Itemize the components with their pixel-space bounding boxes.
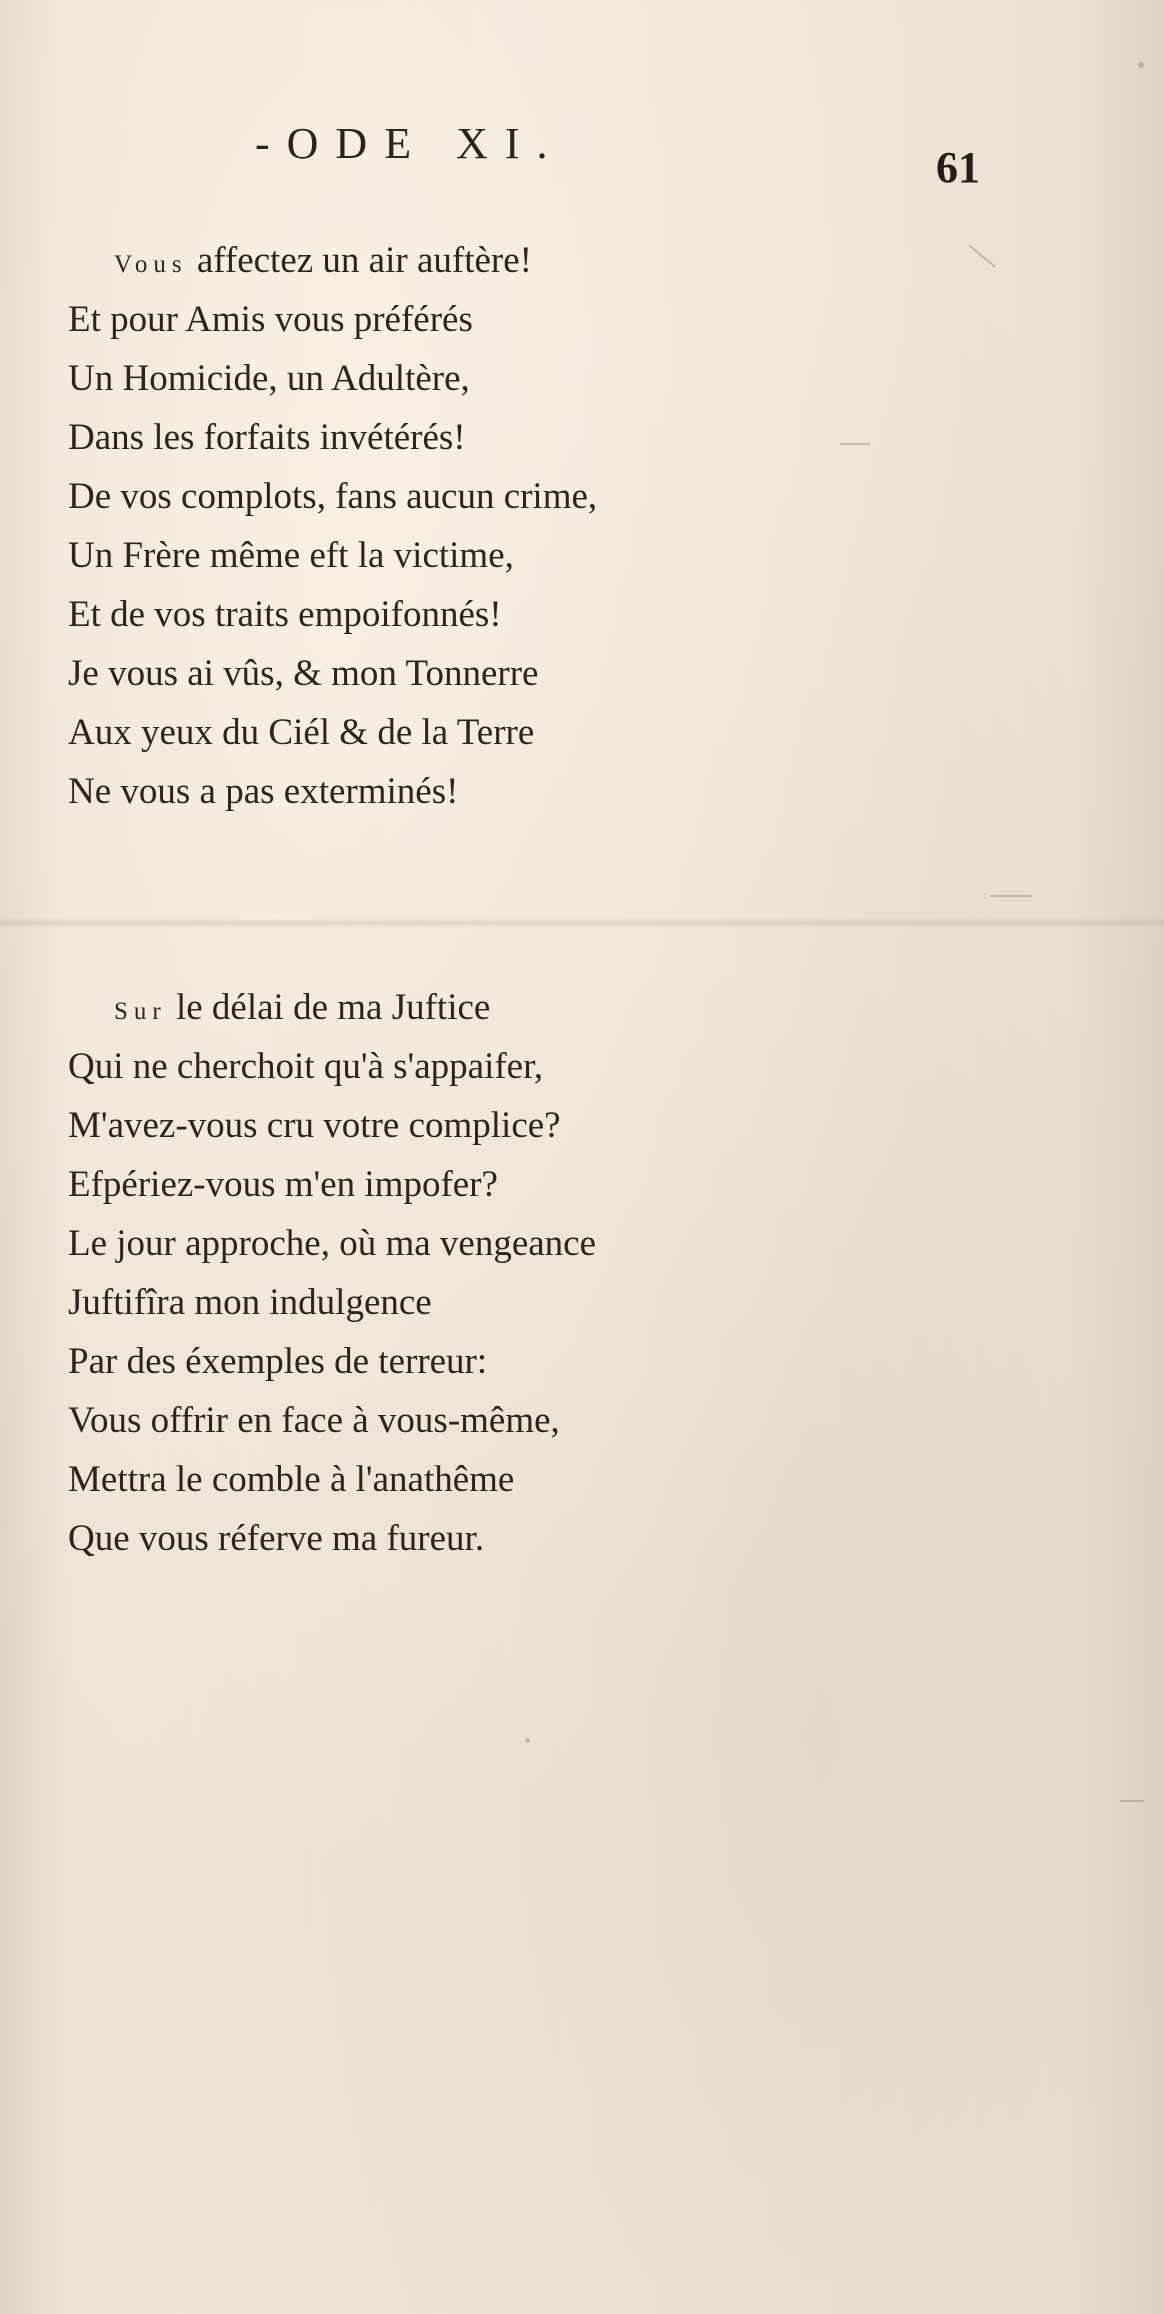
verse-line-text: affectez un air auftère! — [187, 240, 532, 281]
page-number: 61 — [936, 143, 980, 192]
verse-line: M'avez-vous cru votre complice? — [68, 1105, 561, 1146]
verse-line: Je vous ai vûs, & mon Tonnerre — [68, 653, 539, 694]
paper-speck — [840, 443, 870, 445]
paper-speck — [525, 1738, 530, 1743]
verse-line — [68, 978, 828, 1037]
opening-word: Sur — [114, 998, 167, 1025]
verse-line: Ne vous a pas exterminés! — [68, 771, 459, 812]
verse-line: Un Homicide, un Adultère, — [68, 358, 470, 399]
verse-line: Vous offrir en face à vous-même, — [68, 1400, 560, 1441]
verse-line: Et de vos traits empoifonnés! — [68, 594, 502, 635]
paper-speck — [968, 244, 995, 267]
paper-fold-line — [0, 918, 1164, 928]
stanza-2 — [68, 978, 828, 1568]
verse-line: Le jour approche, où ma vengeance — [68, 1223, 597, 1264]
verse-line: Et pour Amis vous préférés — [68, 299, 473, 340]
verse-line: Qui ne cherchoit qu'à s'appaifer, — [68, 1046, 544, 1087]
verse-line: Aux yeux du Ciél & de la Terre — [68, 712, 535, 753]
verse-line: Efpériez-vous m'en impofer? — [68, 1164, 498, 1205]
verse-line: Que vous réferve ma fureur. — [68, 1518, 485, 1559]
verse-line: Juftifîra mon indulgence — [68, 1282, 432, 1323]
verse-line-text: le délai de ma Juftice — [166, 987, 491, 1028]
verse-line — [68, 231, 828, 290]
paper-speck — [1120, 1800, 1144, 1802]
paper-speck — [990, 895, 1032, 897]
verse-line: Mettra le comble à l'anathême — [68, 1459, 515, 1500]
paper-speck — [1138, 62, 1144, 68]
verse-line: Dans les forfaits invétérés! — [68, 417, 466, 458]
opening-word: Vous — [114, 251, 188, 278]
verse-line: Un Frère même eft la victime, — [68, 535, 514, 576]
running-head: -ODE XI. — [255, 119, 565, 168]
verse-line: Par des éxemples de terreur: — [68, 1341, 488, 1382]
verse-line: De vos complots, fans aucun crime, — [68, 476, 598, 517]
stanza-1 — [68, 231, 828, 821]
